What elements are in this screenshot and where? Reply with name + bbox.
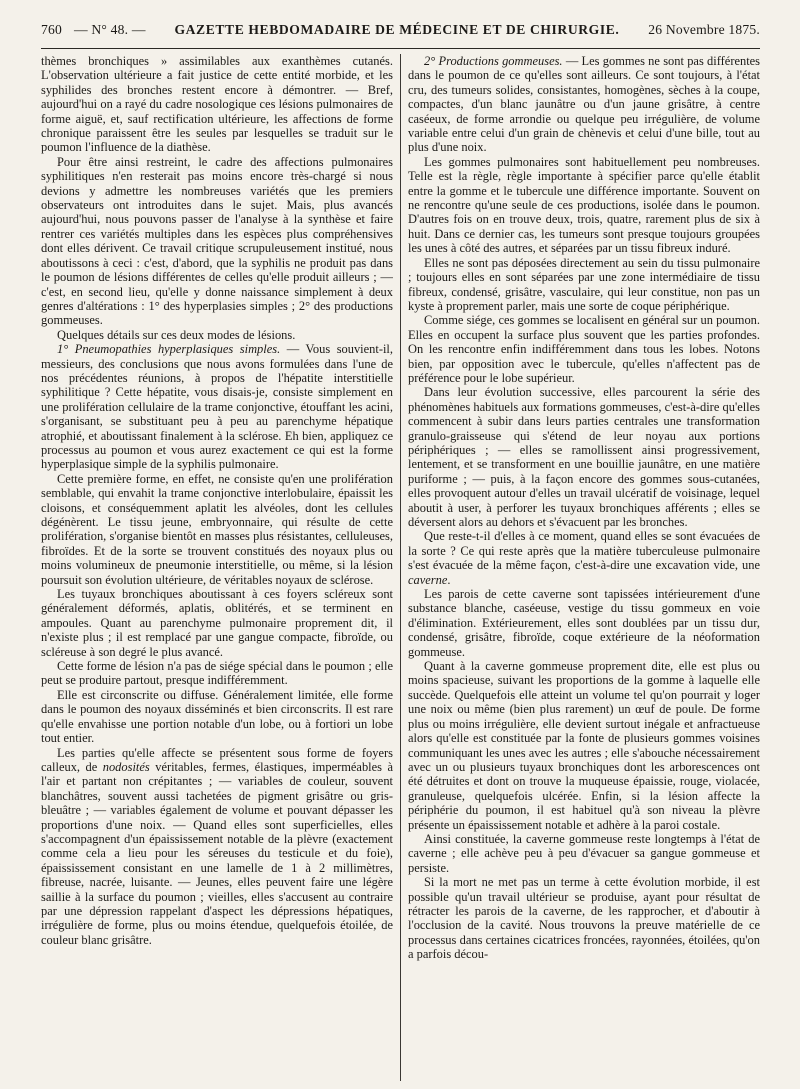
paragraph: Pour être ainsi restreint, le cadre des affections pulmonaires syphilitiques n'en resterait pas moins encore très-chargé si nous devions y admettre les nombreuses variétés que les premiers observateurs ont introduites dans le sujet. Mais, plus avancés aujourd'hui, nous pouvons passer de l'analyse à la synthèse et faire rentrer ces variétés multiples dans les espèces plus compréhensives dont elles dérivent. Ce travail critique scrupuleusement institué, nous aboutissons à ceci : c'est, d'abord, que la syphilis ne produit pas dans le poumon de lésions différentes de celles qu'elle produit ailleurs ; — c'est, en second lieu, qu'elle y donne naissance simplement à deux genres d'altérations : 1° des hyperplasies simples ; 2° des productions gommeuses.: [41, 154, 393, 328]
paragraph: Cette forme de lésion n'a pas de siége spécial dans le poumon ; elle peut se produire partout, presque indifféremment.: [41, 659, 393, 688]
page-header: [41, 22, 760, 44]
paragraph-text: Que reste-t-il d'elles à ce moment, quand elles se sont évacuées de la sorte ? Ce qui reste après que la matière tuberculeuse pulmonaire s'est évacuée de la même façon, c'est-à-dire une excavation vide, une: [408, 529, 760, 573]
paragraph: Quant à la caverne gommeuse proprement dite, elle est plus ou moins spacieuse, suivant les proportions de la gomme à laquelle elle succède. Quelquefois elle atteint un volume tel qu'on pourrait y loger une noix ou même (bien plus rarement) un œuf de poule. De forme plus ou moins irrégulière, elle devient surtout inégale et anfractueuse alors qu'elle est constituée par la fonte de plusieurs gommes voisines communiquant les unes avec les autres ; elle s'abouche nécessairement avec un ou plusieurs tuyaux bronchiques dont les arborescences ont été détruites et dont on trouve la muqueuse épaissie, rouge, violacée, granuleuse, quelquefois ulcérée. Enfin, si la lésion affecte la périphérie du poumon, il est habituel qu'à son niveau la plèvre présente un épaississement notable et adhère à la paroi costale.: [408, 659, 760, 832]
header-rule: [41, 48, 760, 49]
issue-date: 26 Novembre 1875.: [648, 22, 760, 37]
paragraph-text: véritables, fermes, élastiques, imperméables à l'air et partant non crépitantes ; — variables de couleur, souvent blanchâtres, souvent aussi tachetées de pigment grisâtre ou gris-bleuâtre ; — variables également de volume et pouvant dépasser les proportions d'une noix. — Quand elles sont superficielles, elles s'accompagnent d'un épaississement notable de la plèvre (exactement comme cela a lieu pour les séreuses du testicule et du foie), épaississement consistant en une lamelle de 1 à 2 millimètres, fibreuse, nacrée, luisante. — Jeunes, elles peuvent faire une légère saillie à la surface du poumon ; vieilles, elles s'accusent au contraire par une dépression rappelant d'aspect les dépressions hépatiques, irrégulière de forme, plus ou moins étendue, quelquefois étoilée, de couleur blanc grisâtre.: [41, 759, 393, 947]
paragraph: Dans leur évolution successive, elles parcourent la série des phénomènes habituels aux formations gommeuses, c'est-à-dire qu'elles commencent à subir dans leurs parties centrales une transformation granulo-graisseuse qui s'étend de leur noyau aux portions périphériques ; — elles se ramollissent ainsi progressivement, lentement, et se transforment en une bouillie jaunâtre, en une matière puriforme ; — puis, à la façon encore des gommes sous-cutanées, elles provoquent autour d'elles un travail ulcératif de voisinage, lequel aboutit à user, à perforer les tuyaux bronchiques afférents ; elles se déversent alors au dehors et s'évacuent par les bronches.: [408, 385, 760, 529]
paragraph: Les gommes pulmonaires sont habituellement peu nombreuses. Telle est la règle, règle importante à spécifier parce qu'elle établit entre la gomme et le tubercule une différence importante. Souvent on ne rencontre qu'une seule de ces productions, isolée dans le poumon. D'autres fois on en trouve deux, trois, quatre, rarement plus de six à huit. Dans ce dernier cas, les tumeurs sont presque toujours groupées les unes à côté des autres, et séparées par un tissu fibreux induré.: [408, 154, 760, 256]
emphasis: caverne: [408, 572, 448, 587]
paragraph: Si la mort ne met pas un terme à cette évolution morbide, il est possible qu'un travail ultérieur se produise, ayant pour résultat de rétracter les parois de la caverne, de les rapprocher, et d'aboutir à l'occlusion de la cavité. Nous trouvons la preuve matérielle de ce processus dans certaines cicatrices froncées, rayonnées, étoilées, qu'on a parfois décou-: [408, 875, 760, 962]
paragraph-text: .: [447, 572, 451, 587]
text-columns: [41, 54, 760, 1089]
paragraph: Les tuyaux bronchiques aboutissant à ces foyers scléreux sont généralement déformés, aplatis, oblitérés, et se terminent en ampoules. Quant au parenchyme pulmonaire proprement dit, il n'existe plus ; il est remplacé par une gangue compacte, fibroïde, ou scléreuse à son degré le plus avancé.: [41, 587, 393, 659]
paragraph: Cette première forme, en effet, ne consiste qu'en une prolifération semblable, qui envahit la trame conjonctive interlobulaire, épaissit les cloisons, et conséquemment aplatit les alvéoles, dont les cellules dégénèrent. Le tissu jeune, embryonnaire, qui résulte de cette prolifération, s'organise bientôt en masses plus résistantes, celluleuses, fibroïdes. Et de la sorte se trouvent constitués des noyaux plus ou moins volumineux de pneumonie interstitielle, ou même, si la lésion poursuit son évolution ultérieure, de véritables noyaux de sclérose.: [41, 471, 393, 587]
section-heading: 2° Productions gommeuses.: [424, 54, 563, 68]
paragraph: [408, 54, 760, 155]
journal-title: GAZETTE HEBDOMADAIRE DE MÉDECINE ET DE CHIRURGIE.: [174, 22, 620, 37]
paragraph: Les parois de cette caverne sont tapissées intérieurement d'une substance blanche, caséeuse, vestige du tissu gommeux en voie d'élimination. Extérieurement, elles sont doublées par un tissu dur, condensé, grisâtre, fibroïde, coque extérieure de la néoformation gommeuse.: [408, 587, 760, 659]
paragraph-text: — Les gommes ne sont pas différentes dans le poumon de ce qu'elles sont ailleurs. Ce sont toujours, à l'état cru, des tumeurs solides, consistantes, homogènes, sèches à la coupe, compactes, d'un blanc jaunâtre ou d'un jaune grisâtre, à centre caséeux, de forme arrondie ou quelque peu irrégulière, de volume variable entre celui d'un grain de chènevis et celui d'une bille, tout au plus d'une noix.: [408, 54, 760, 155]
paragraph: Elles ne sont pas déposées directement au sein du tissu pulmonaire ; toujours elles en sont séparées par une zone intermédiaire de tissu fibreux, condensé, grisâtre, vasculaire, qui leur constitue, non pas un kyste à proprement parler, mais une sorte de coque périphérique.: [408, 255, 760, 313]
emphasis: nodosités: [102, 759, 150, 774]
paragraph: Comme siége, ces gommes se localisent en général sur un poumon. Elles en occupent la surface plus souvent que les parties profondes. On les rencontre enfin indifféremment dans tous les lobes. Notons bien, par opposition avec le tubercule, qu'elles n'affectent pas de préférence pour le lobe supérieur.: [408, 313, 760, 385]
column-divider: [400, 54, 401, 1081]
paragraph: Quelques détails sur ces deux modes de lésions.: [57, 327, 296, 342]
header-left: [41, 22, 146, 38]
issue-number: — N° 48. —: [74, 22, 146, 37]
paragraph: thèmes bronchiques » assimilables aux exanthèmes cutanés. L'observation ultérieure a fait justice de cette entité morbide, et les syphilides des bronches restent encore à démontrer. — Bref, aujourd'hui on a rayé du cadre nosologique ces lésions pulmonaires de forme aiguë, et, sauf rectification ultérieure, les affections de forme chronique paraissent être les seules par lesquelles se traduit sur le poumon l'influence de la diathèse.: [41, 54, 393, 155]
paragraph-text: — Vous souvient-il, messieurs, des conclusions que nous avons formulées dans l'une de nos précédentes réunions, à propos de l'hépatite interstitielle syphilitique ? Cette hépatite, vous disais-je, consiste simplement en une prolifération cellulaire de la trame conjonctive, étouffant les acini, s'organisant, se substituant peu à peu au parenchyme hépatique atrophié, et aboutissant finalement à la sclérose. Eh bien, appliquez ce processus au poumon et vous aurez exactement ce qui est la forme hyperplasique simple de la syphilis pulmonaire.: [41, 342, 393, 472]
paragraph: [41, 342, 393, 472]
right-column: [408, 54, 760, 1089]
paragraph: Ainsi constituée, la caverne gommeuse reste longtemps à l'état de caverne ; elle achève peu à peu d'évacuer sa gangue gommeuse et persiste.: [408, 831, 760, 875]
paragraph: Elle est circonscrite ou diffuse. Généralement limitée, elle forme dans le poumon des noyaux disséminés et bien circonscrits. Il est rare qu'elle envahisse une portion notable d'un lobe, ou à fortiori un lobe tout entier.: [41, 687, 393, 746]
paragraph: [41, 746, 393, 948]
section-heading: 1° Pneumopathies hyperplasiques simples.: [57, 342, 281, 357]
left-column: [41, 54, 393, 1089]
paragraph: [408, 529, 760, 587]
paragraph-text: Les parties qu'elle affecte se présentent sous forme de foyers calleux, de: [41, 745, 393, 774]
page-number: 760: [41, 22, 62, 37]
